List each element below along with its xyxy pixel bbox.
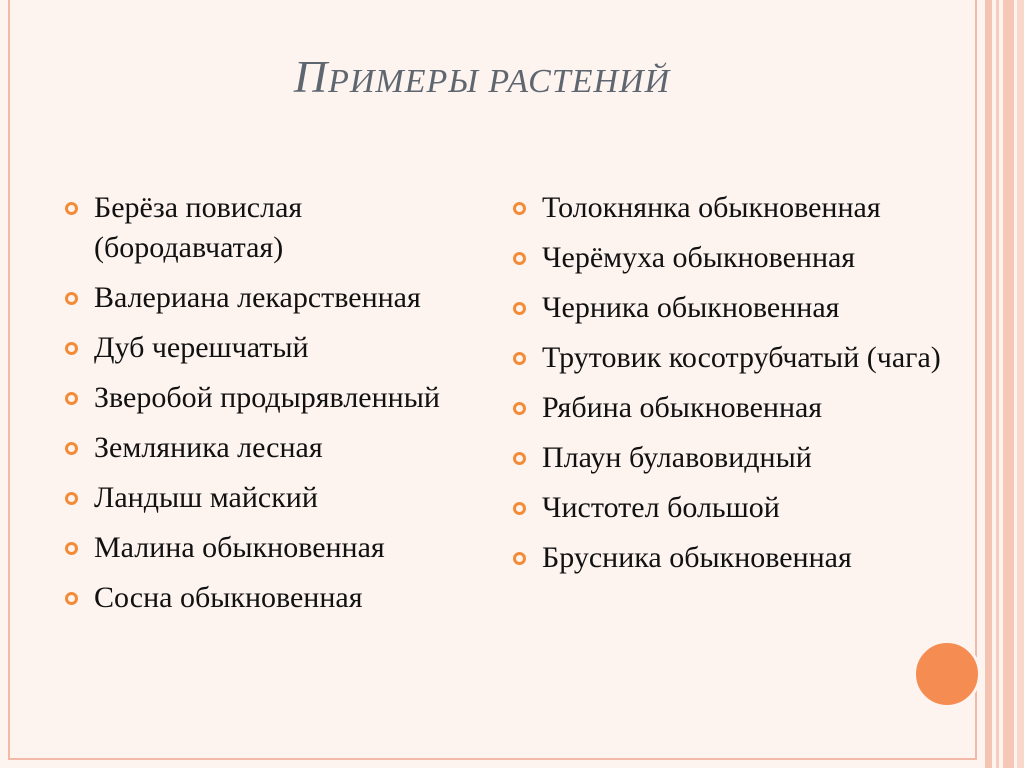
ring-bullet-icon	[513, 202, 526, 215]
decor-stripe	[996, 0, 999, 768]
list-item-text: Толокнянка обыкновенная	[542, 191, 881, 224]
list-item	[62, 428, 482, 468]
list-item-text: Земляника лесная	[94, 431, 323, 464]
ring-bullet-icon	[513, 552, 526, 565]
list-item	[62, 478, 482, 518]
ring-bullet-icon	[65, 202, 78, 215]
slide-title-rest: РИМЕРЫ РАСТЕНИЙ	[328, 63, 671, 100]
list-item	[62, 528, 482, 568]
ring-bullet-icon	[65, 292, 78, 305]
list-item-text: Чистотел большой	[542, 491, 780, 524]
list-item-text: Рябина обыкновенная	[542, 391, 823, 424]
decor-stripe	[1017, 0, 1024, 768]
plant-list-left	[62, 188, 482, 628]
list-item-text: Плаун булавовидный	[542, 441, 812, 474]
list-item-text: Сосна обыкновенная	[94, 581, 363, 614]
list-item	[62, 578, 482, 618]
list-item	[510, 538, 960, 578]
plant-list-right	[510, 188, 960, 588]
decor-circle	[913, 640, 981, 708]
ring-bullet-icon	[513, 502, 526, 515]
list-item	[510, 288, 960, 328]
decor-stripe	[985, 0, 992, 768]
ring-bullet-icon	[513, 302, 526, 315]
list-item-text: Малина обыкновенная	[94, 531, 385, 564]
list-item-text: Трутовик косотрубчатый (чага)	[542, 341, 941, 374]
ring-bullet-icon	[513, 352, 526, 365]
slide-title-initial: П	[293, 51, 329, 102]
list-item	[510, 438, 960, 478]
ring-bullet-icon	[513, 252, 526, 265]
decor-stripe	[1003, 0, 1014, 768]
list-item	[62, 188, 482, 268]
list-item-text: Ландыш майский	[94, 481, 318, 514]
list-item	[510, 238, 960, 278]
ring-bullet-icon	[513, 402, 526, 415]
ring-bullet-icon	[65, 592, 78, 605]
list-item-text: Черёмуха обыкновенная	[542, 241, 856, 274]
list-item	[510, 338, 960, 378]
slide-title	[0, 50, 964, 103]
list-item-text: Дуб черешчатый	[94, 331, 309, 364]
ring-bullet-icon	[65, 342, 78, 355]
list-item-text: Брусника обыкновенная	[542, 541, 852, 574]
list-item	[510, 488, 960, 528]
ring-bullet-icon	[65, 442, 78, 455]
ring-bullet-icon	[65, 492, 78, 505]
list-item	[62, 328, 482, 368]
list-item-text: Валериана лекарственная	[94, 281, 421, 314]
ring-bullet-icon	[513, 452, 526, 465]
list-item	[62, 278, 482, 318]
list-item	[62, 378, 482, 418]
list-item	[510, 388, 960, 428]
ring-bullet-icon	[65, 392, 78, 405]
list-item-text: Зверобой продырявленный	[94, 381, 440, 414]
list-item-text: Черника обыкновенная	[542, 291, 840, 324]
list-item-text: Берёза повислая (бородавчатая)	[94, 191, 303, 264]
list-item	[510, 188, 960, 228]
ring-bullet-icon	[65, 542, 78, 555]
